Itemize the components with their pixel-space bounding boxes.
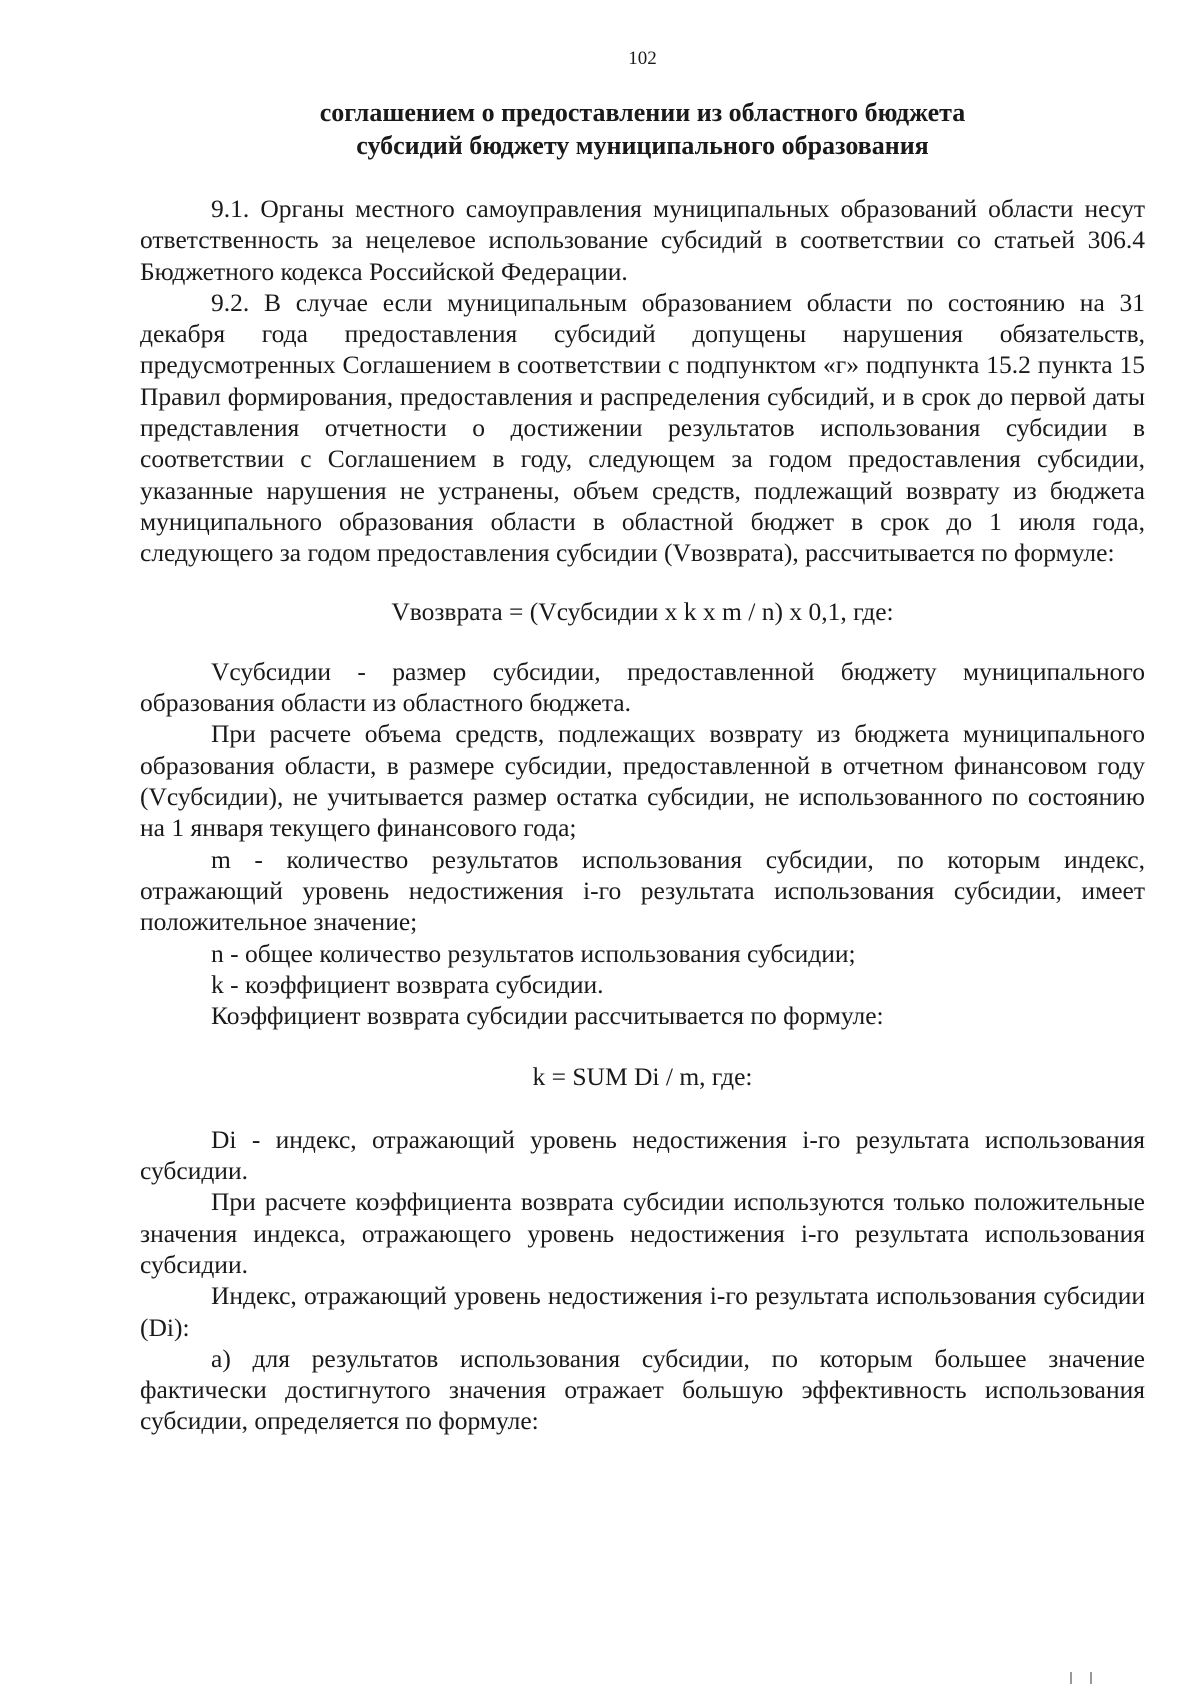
page-number: 102 (628, 48, 657, 69)
paragraph-positive-values: При расчете коэффициента возврата субсидии используются только положительные значения индекса, отражающего уровень недостижения i-го результата использования субсидии. (140, 1187, 1145, 1279)
formula-k: k = SUM Di / m, где: (532, 1062, 753, 1092)
definition-m: m - количество результатов использования субсидии, по которым индекс, отражающий уровень недостижения i-го результата использования субсидии, имеет положительное значение; (140, 844, 1145, 937)
paragraph-9-2: 9.2. В случае если муниципальным образованием области по состоянию на 31 декабря года предоставления субсидий допущены нарушения обязательств, предусмотренных Соглашением в соответствии с подпунктом «г» подпункта 15.2 пункта 15 Правил формирования, предоставления и распределения субсидий, и в срок до первой даты представления отчетности о достижении результатов использования субсидии в соответствии с Соглашением в году, следующем за годом предоставления субсидии, указанные нарушения не устранены, объем средств, подлежащий возврату из бюджета муниципального образования области в областной бюджет в срок до 1 июля года, следующего за годом предоставления субсидии (Vвозврата), рассчитывается по формуле: (140, 287, 1145, 568)
formula-v-return: Vвозврата = (Vсубсидии x k x m / n) x 0,1, где: (391, 596, 894, 626)
definition-k: k - коэффициент возврата субсидии. (211, 969, 604, 999)
paragraph-calculation-note: При расчете объема средств, подлежащих возврату из бюджета муниципального образования области, в размере субсидии, предоставленной в отчетном финансовом году (Vсубсидии), не учитывается размер остатка субсидии, не использованного по состоянию на 1 января текущего финансового года; (140, 719, 1145, 843)
section-heading (140, 96, 1145, 162)
paragraph-item-a: а) для результатов использования субсидии, по которым большее значение фактически достигнутого значения отражает большую эффективность использования субсидии, определяется по формуле: (140, 1343, 1145, 1436)
scan-edge-mark (1070, 1672, 1092, 1684)
definition-n: n - общее количество результатов использования субсидии; (211, 938, 856, 968)
heading-line-2: субсидий бюджету муниципального образования (356, 131, 929, 160)
paragraph-k-formula-intro: Коэффициент возврата субсидии рассчитывается по формуле: (211, 1001, 884, 1031)
paragraph-index-di: Индекс, отражающий уровень недостижения i-го результата использования субсидии (Di): (140, 1281, 1145, 1342)
document-body (140, 193, 1145, 1437)
paragraph-v-subsidy: Vсубсидии - размер субсидии, предоставленной бюджету муниципального образования области из областного бюджета. (140, 656, 1145, 718)
paragraph-9-1: 9.1. Органы местного самоуправления муниципальных образований области несут ответственность за нецелевое использование субсидий в соответствии со статьей 306.4 Бюджетного кодекса Российской Федерации. (140, 194, 1145, 286)
definition-di: Di - индекс, отражающий уровень недостижения i-го результата использования субсидии. (140, 1124, 1145, 1186)
heading-line-1: соглашением о предоставлении из областного бюджета (319, 98, 966, 127)
